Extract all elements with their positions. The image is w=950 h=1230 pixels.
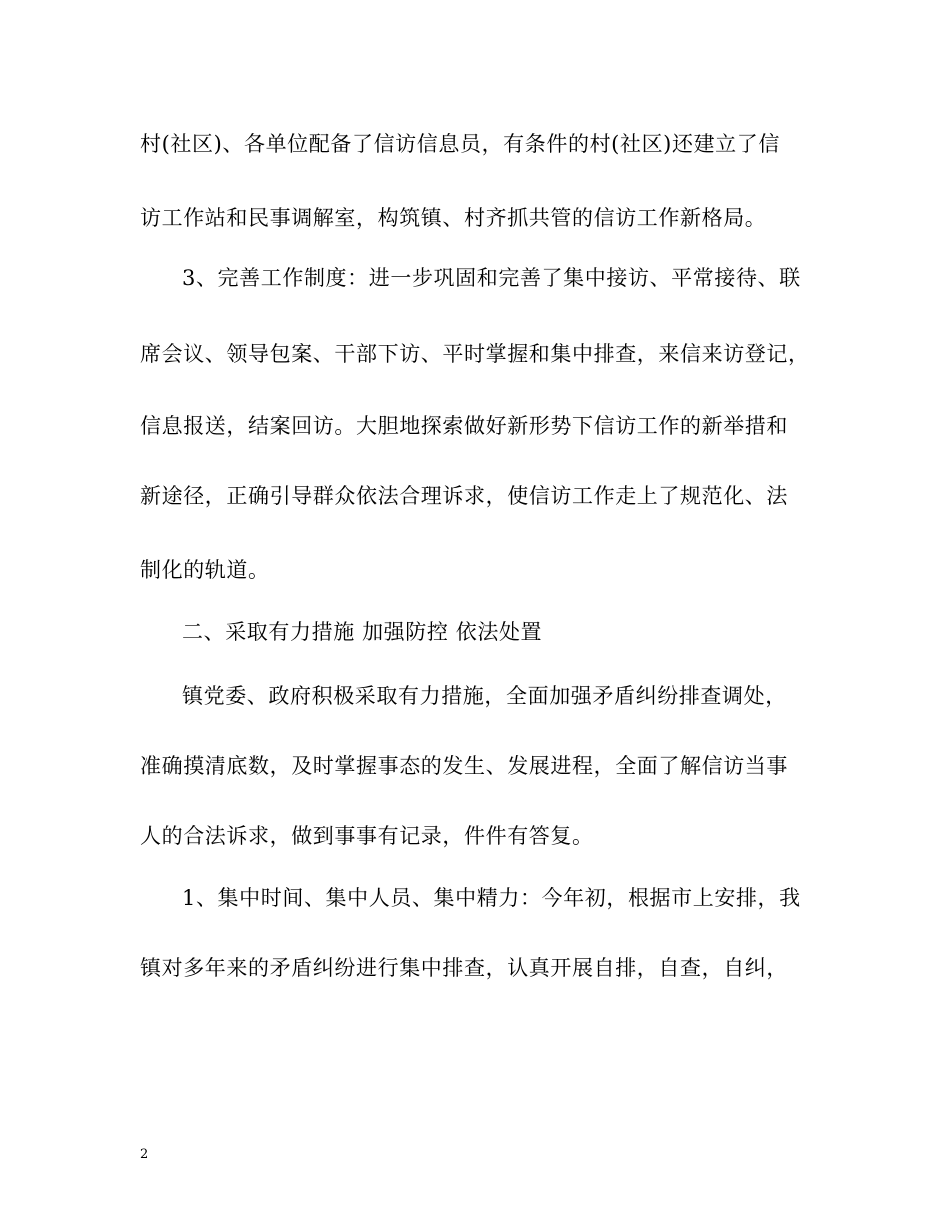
text-line: 信息报送，结案回访。大胆地探索做好新形势下信访工作的新举措和 — [140, 414, 788, 438]
text-line: 准确摸清底数，及时掌握事态的发生、发展进程，全面了解信访当事 — [140, 754, 788, 778]
section-heading: 二、采取有力措施 加强防控 依法处置 — [182, 620, 543, 644]
text-line: 访工作站和民事调解室，构筑镇、村齐抓共管的信访工作新格局。 — [140, 206, 767, 230]
text-line: 新途径，正确引导群众依法合理诉求，使信访工作走上了规范化、法 — [140, 484, 788, 508]
text-line: 镇党委、政府积极采取有力措施，全面加强矛盾纠纷排查调处， — [182, 684, 787, 708]
page-number: 2 — [140, 1147, 149, 1162]
text-line: 村(社区)、各单位配备了信访信息员，有条件的村(社区)还建立了信 — [140, 132, 780, 156]
text-line: 人的合法诉求，做到事事有记录，件件有答复。 — [140, 824, 594, 848]
text-line: 席会议、领导包案、干部下访、平时掌握和集中排查，来信来访登记， — [140, 342, 810, 366]
text-line: 制化的轨道。 — [140, 558, 270, 582]
text-line: 镇对多年来的矛盾纠纷进行集中排查，认真开展自排，自查，自纠， — [140, 956, 788, 980]
text-line: 1、集中时间、集中人员、集中精力：今年初，根据市上安排，我 — [182, 886, 801, 910]
text-line: 3、完善工作制度：进一步巩固和完善了集中接访、平常接待、联 — [182, 266, 801, 290]
